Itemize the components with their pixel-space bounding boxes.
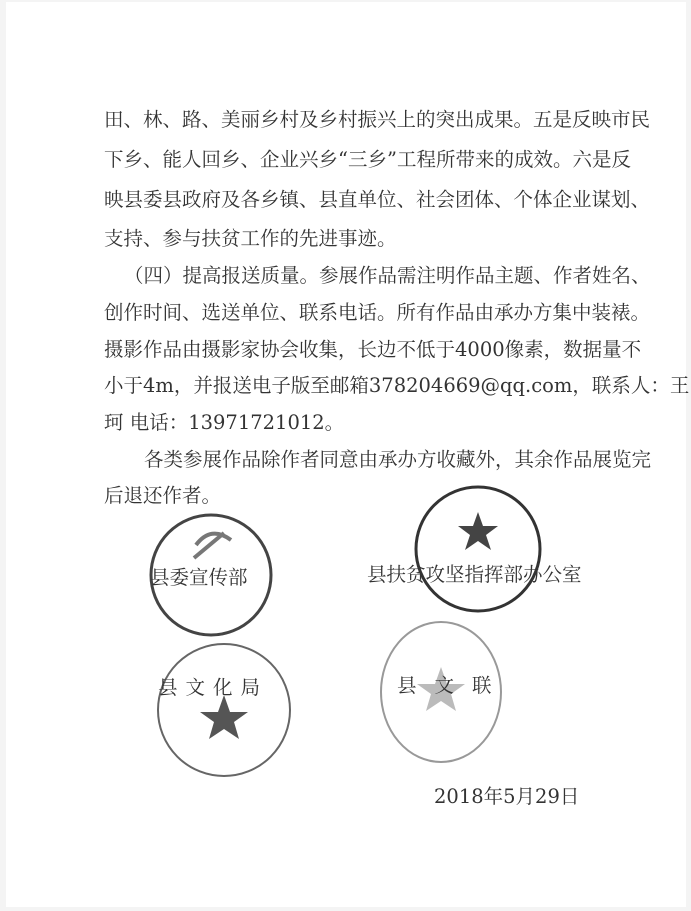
document-date: 2018年5月29日 <box>434 785 580 808</box>
body-line: 各类参展作品除作者同意由承办方收藏外，其余作品展览完 <box>144 448 652 471</box>
body-line: 小于4m，并报送电子版至邮箱378204669@qq.com，联系人：王 <box>104 374 690 397</box>
body-line: 珂 电话：13971721012。 <box>104 411 345 434</box>
signatory-federation: 县文联 <box>397 674 510 697</box>
signatory-culture-bureau: 县文化局 <box>158 676 269 699</box>
body-line: 田、林、路、美丽乡村及乡村振兴上的突出成果。五是反映市民 <box>104 108 651 131</box>
body-line: 后退还作者。 <box>104 484 222 507</box>
document-page <box>6 2 690 907</box>
body-line: 下乡、能人回乡、企业兴乡“三乡”工程所带来的成效。六是反 <box>104 148 631 171</box>
body-line: （四）提高报送质量。参展作品需注明作品主题、作者姓名、 <box>124 264 651 287</box>
body-line: 映县委县政府及各乡镇、县直单位、社会团体、个体企业谋划、 <box>104 188 651 211</box>
body-line: 摄影作品由摄影家协会收集，长边不低于4000像素，数据量不 <box>104 338 642 361</box>
signatory-propaganda: 县委宣传部 <box>150 566 248 589</box>
signatory-poverty-office: 县扶贫攻坚指挥部办公室 <box>367 563 582 586</box>
culture-bureau-stamp <box>154 640 294 780</box>
body-line: 创作时间、选送单位、联系电话。所有作品由承办方集中装裱。 <box>104 301 651 324</box>
poverty-office-stamp <box>411 482 546 617</box>
body-line: 支持、参与扶贫工作的先进事迹。 <box>104 227 397 250</box>
